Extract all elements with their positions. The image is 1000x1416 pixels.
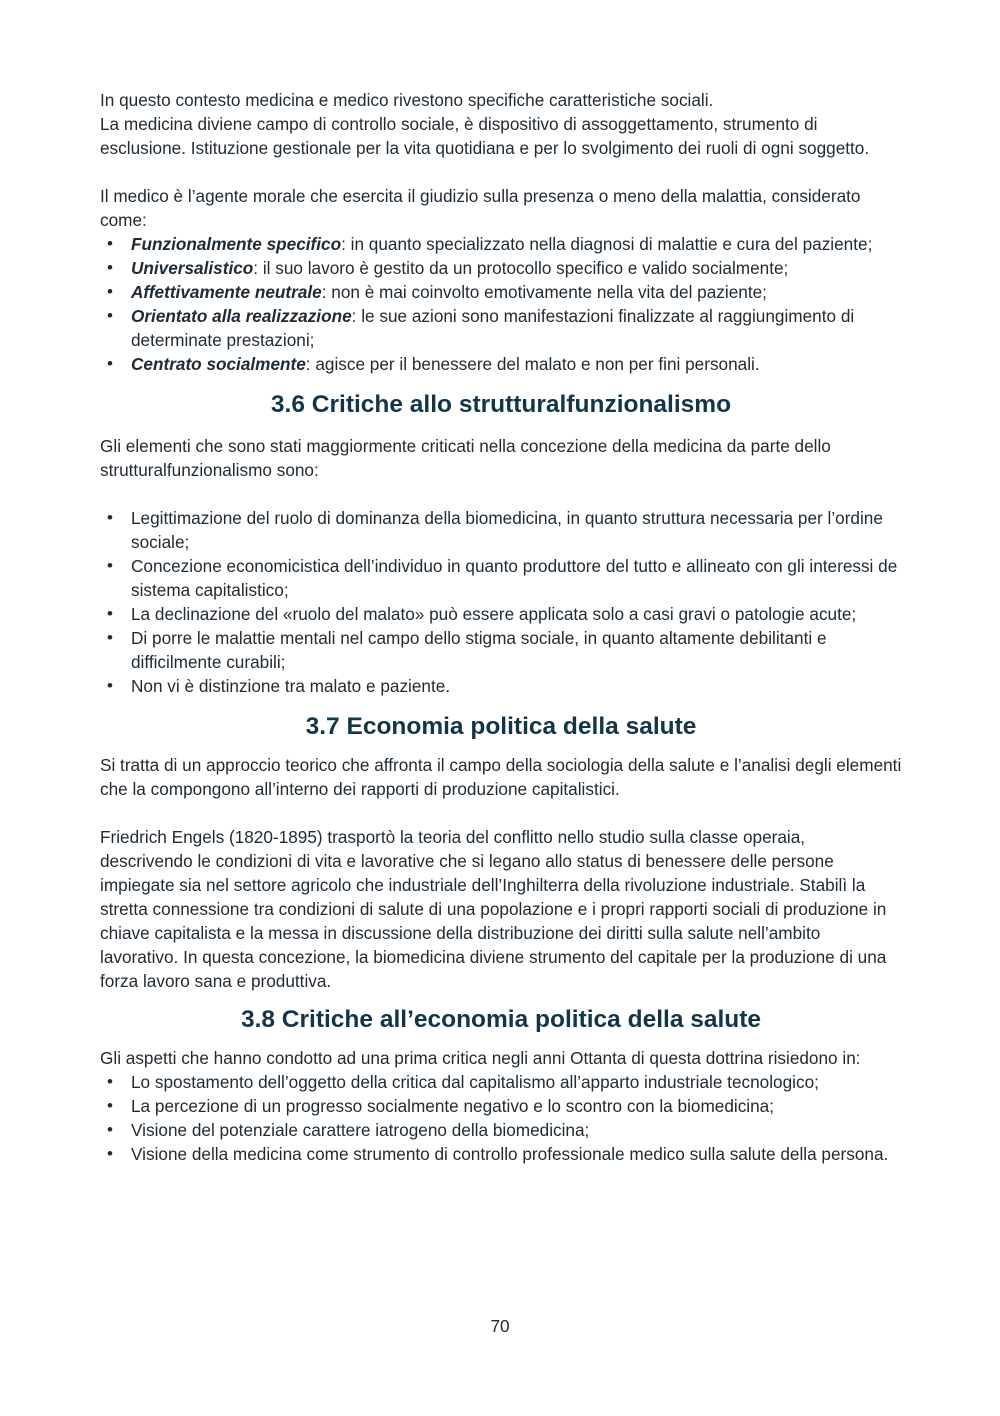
list-item-text: : le sue azioni sono manifestazioni finalizzate al raggiungimento di determinate prestazioni; [131, 306, 855, 350]
list-item: • La declinazione del «ruolo del malato» può essere applicata solo a casi gravi o patologie acute; [100, 602, 902, 626]
list-item: • Legittimazione del ruolo di dominanza della biomedicina, in quanto struttura necessaria per l’ordine sociale; [100, 506, 902, 554]
list-item-text: : non è mai coinvolto emotivamente nella vita del paziente; [321, 282, 767, 302]
list-item [100, 256, 902, 280]
list-item-term: Orientato alla realizzazione [131, 306, 352, 326]
list-item: • La percezione di un progresso socialmente negativo e lo scontro con la biomedicina; [100, 1094, 902, 1118]
list-item-term: Funzionalmente specifico [131, 234, 342, 254]
list-item [100, 232, 902, 256]
list-item [100, 352, 902, 376]
list-item: • Visione del potenziale carattere iatrogeno della biomedicina; [100, 1118, 902, 1142]
spacer [100, 160, 902, 184]
intro-paragraph: La medicina diviene campo di controllo sociale, è dispositivo di assoggettamento, strumento di esclusione. Istituzione gestionale per la vita quotidiana e per lo svolgimento dei ruoli di ogni soggetto. [100, 114, 870, 158]
list-item: • Concezione economicistica dell’individuo in quanto produttore del tutto e allineato con gli interessi de sistema capitalistico; [100, 554, 902, 602]
section-3-7-paragraph: Si tratta di un approccio teorico che affronta il campo della sociologia della salute e l’analisi degli elementi che la compongono all’interno dei rapporti di produzione capitalistici. [100, 755, 902, 799]
section-heading-3-8: 3.8 Critiche all’economia politica della salute [240, 1006, 762, 1033]
medico-characteristics-list [100, 232, 902, 376]
spacer [100, 482, 902, 506]
page-number: 70 [490, 1316, 510, 1336]
list-item: • Non vi è distinzione tra malato e paziente. [100, 674, 902, 698]
section-3-8-intro: Gli aspetti che hanno condotto ad una prima critica negli anni Ottanta di questa dottrina risiedono in: [100, 1048, 861, 1068]
list-item-term: Universalistico [131, 258, 254, 278]
section-heading-3-6: 3.6 Critiche allo strutturalfunzionalismo [270, 391, 732, 418]
list-item-text: : in quanto specializzato nella diagnosi di malattie e cura del paziente; [341, 234, 873, 254]
intro-line: In questo contesto medicina e medico rivestono specifiche caratteristiche sociali. [100, 90, 714, 110]
list-item: • Visione della medicina come strumento di controllo professionale medico sulla salute della persona. [100, 1142, 902, 1166]
section-heading-3-7: 3.7 Economia politica della salute [305, 713, 697, 740]
list-item-term: Affettivamente neutrale [131, 282, 322, 302]
section-3-6-intro: Gli elementi che sono stati maggiormente criticati nella concezione della medicina da parte dello strutturalfunzionalismo sono: [100, 436, 831, 480]
criticisms-list [100, 506, 902, 698]
medico-paragraph: Il medico è l’agente morale che esercita il giudizio sulla presenza o meno della malattia, considerato come: [100, 186, 861, 230]
engels-paragraph: Friedrich Engels (1820-1895) trasportò la teoria del conflitto nello studio sulla classe operaia, descrivendo le condizioni di vita e lavorative che si legano allo status di benessere delle persone impiegate sia nel settore agricolo che industriale dell’Inghilterra della rivoluzione industriale. Stabilì la stretta connessione tra condizioni di salute di una popolazione e i propri rapporti sociali di produzione in chiave capitalista e la messa in discussione della distribuzione dei diritti sulla salute nell’ambito lavorativo. In questa concezione, la biomedicina diviene strumento del capitale per la produzione di una forza lavoro sana e produttiva. [100, 827, 887, 991]
list-item-text: : il suo lavoro è gestito da un protocollo specifico e valido socialmente; [253, 258, 789, 278]
list-item: • Lo spostamento dell’oggetto della critica dal capitalismo all’apparto industriale tecnologico; [100, 1070, 902, 1094]
economy-criticisms-list [100, 1070, 902, 1166]
spacer [100, 801, 902, 825]
list-item: • Di porre le malattie mentali nel campo dello stigma sociale, in quanto altamente debilitanti e difficilmente curabili; [100, 626, 902, 674]
list-item [100, 280, 902, 304]
list-item [100, 304, 902, 352]
list-item-text: : agisce per il benessere del malato e non per fini personali. [305, 354, 760, 374]
list-item-term: Centrato socialmente [131, 354, 306, 374]
document-page [100, 88, 902, 1166]
